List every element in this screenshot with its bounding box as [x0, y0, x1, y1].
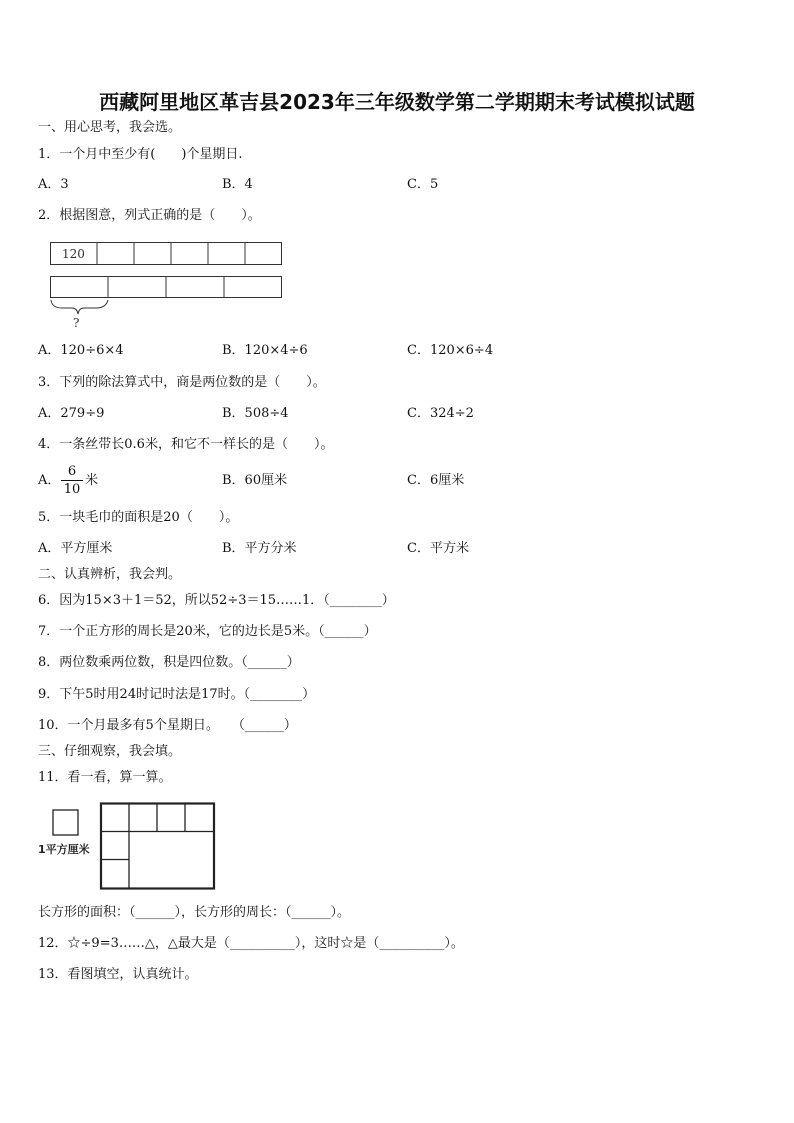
q11-grid-figure — [36, 800, 220, 892]
section-heading-2: 二、认真辨析，我会判。 — [38, 567, 182, 582]
page-title: 西藏阿里地区革吉县2023年三年级数学第二学期期末考试模拟试题 — [99, 90, 695, 114]
unit-square-label: 1平方厘米 — [38, 843, 90, 856]
section-heading-1: 一、用心思考，我会选。 — [38, 120, 182, 135]
q2-fig-question: ? — [73, 316, 80, 330]
question-8: 8．两位数乘两位数，积是四位数。（______） — [38, 655, 300, 670]
question-9: 9．下午5时用24时记时法是17时。（________） — [38, 687, 316, 702]
question-13: 13．看图填空，认真统计。 — [38, 967, 198, 982]
q3-option-a[interactable]: A．279÷9 — [38, 406, 105, 421]
q4-option-c[interactable]: C．6厘米 — [407, 473, 465, 488]
question-5: 5．一块毛巾的面积是20（ ）。 — [38, 510, 239, 525]
q2-bottom-bar — [51, 277, 282, 298]
q2-option-c[interactable]: C．120×6÷4 — [407, 343, 494, 358]
q1-option-b[interactable]: B．4 — [222, 177, 253, 192]
q4-option-a-fraction[interactable] — [61, 464, 83, 497]
rectangle-grid — [101, 804, 214, 889]
question-6: 6．因为15×3＋1＝52，所以52÷3＝15……1．（________） — [38, 593, 395, 608]
q1-option-a[interactable]: A．3 — [38, 177, 69, 192]
q3-option-c[interactable]: C．324÷2 — [407, 406, 474, 421]
question-2: 2．根据图意，列式正确的是（ ）。 — [38, 208, 261, 223]
q4-option-b[interactable]: B．60厘米 — [222, 473, 288, 488]
q5-option-b[interactable]: B．平方分米 — [222, 541, 297, 556]
q4-option-a-prefix[interactable]: A． — [38, 473, 61, 488]
q1-option-c[interactable]: C．5 — [407, 177, 439, 192]
question-12: 12．☆÷9=3……△，△最大是（__________），这时☆是（__________）。 — [38, 936, 464, 951]
question-7: 7．一个正方形的周长是20米，它的边长是5米。（______） — [38, 624, 377, 639]
q5-option-a[interactable]: A．平方厘米 — [38, 541, 113, 556]
question-1: 1．一个月中至少有( )个星期日. — [38, 147, 243, 162]
q2-option-b[interactable]: B．120×4÷6 — [222, 343, 308, 358]
q2-top-bar — [51, 243, 282, 265]
q2-option-a[interactable]: A．120÷6×4 — [38, 343, 124, 358]
question-4: 4．一条丝带长0.6米，和它不一样长的是（ ）。 — [38, 437, 334, 452]
unit-square — [53, 810, 78, 835]
q2-diagram — [48, 240, 288, 332]
question-3: 3．下列的除法算式中，商是两位数的是（ ）。 — [38, 375, 326, 390]
fraction-numerator: 6 — [61, 464, 83, 481]
q5-option-c[interactable]: C．平方米 — [407, 541, 469, 556]
q2-fig-value: 120 — [62, 247, 85, 261]
question-10: 10．一个月最多有5个星期日。 （______） — [38, 718, 297, 733]
q2-brace — [51, 300, 108, 314]
fraction-denominator: 10 — [63, 482, 81, 497]
q11-answer-line: 长方形的面积：（______），长方形的周长：（______）。 — [38, 905, 351, 920]
section-heading-3: 三、仔细观察，我会填。 — [38, 744, 182, 759]
q3-option-b[interactable]: B．508÷4 — [222, 406, 289, 421]
question-11: 11．看一看，算一算。 — [38, 770, 172, 785]
q4-option-a-unit: 米 — [85, 473, 99, 488]
